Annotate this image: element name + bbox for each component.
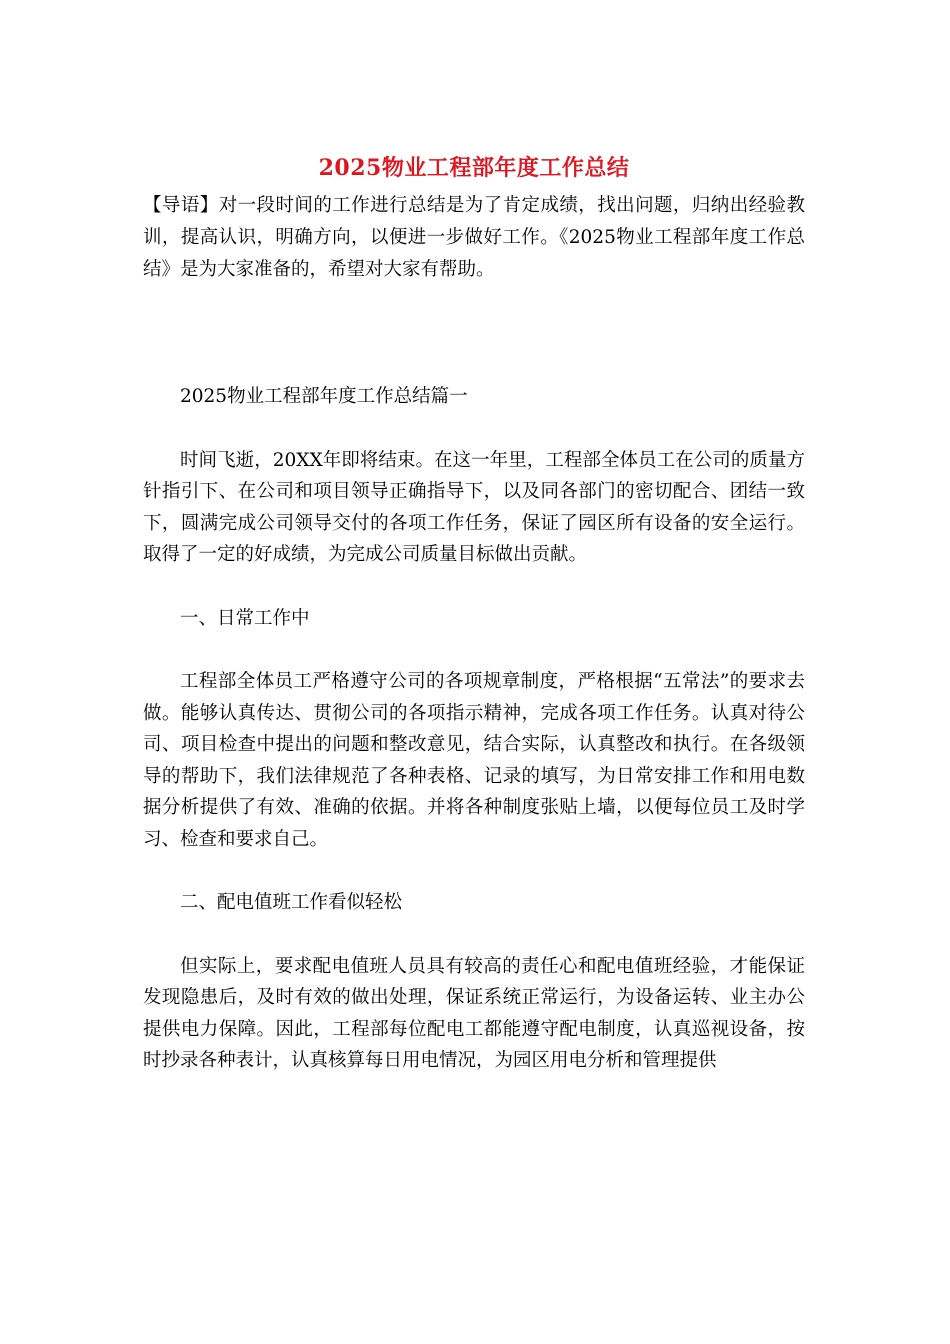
heading-2: 二、配电值班工作看似轻松	[180, 892, 403, 913]
paragraph-1: 时间飞逝，20XX年即将结束。在这一年里，工程部全体员工在公司的质量方针指引下、在公司和项目领导正确指导下，以及同各部门的密切配合、团结一致下，圆满完成公司领导交付的各项工作任务，保证了园区所有设备的安全运行。取得了一定的好成绩，为完成公司质量目标做出贡献。	[143, 449, 805, 565]
paragraph-2: 工程部全体员工严格遵守公司的各项规章制度，严格根据“五常法”的要求去做。能够认真传达、贯彻公司的各项指示精神，完成各项工作任务。认真对待公司、项目检查中提出的问题和整改意见，结合实际，认真整改和执行。在各级领导的帮助下，我们法律规范了各种表格、记录的填写，为日常安排工作和用电数据分析提供了有效、准确的依据。并将各种制度张贴上墙，以便每位员工及时学习、检查和要求自己。	[143, 671, 805, 850]
section-title: 2025物业工程部年度工作总结篇一	[180, 386, 468, 407]
heading-1: 一、日常工作中	[180, 607, 310, 629]
document-page	[143, 150, 805, 1077]
blank-space	[143, 286, 805, 381]
paragraph-3: 但实际上，要求配电值班人员具有较高的责任心和配电值班经验，才能保证发现隐患后，及时有效的做出处理，保证系统正常运行，为设备运转、业主办公提供电力保障。因此，工程部每位配电工都能遵守配电制度，认真巡视设备，按时抄录各种表计，认真核算每日用电情况，为园区用电分析和管理提供	[143, 955, 805, 1071]
intro-paragraph: 【导语】对一段时间的工作进行总结是为了肯定成绩，找出问题，归纳出经验教训，提高认识，明确方向，以便进一步做好工作。《2025物业工程部年度工作总结》是为大家准备的，希望对大家有帮助。	[143, 195, 805, 280]
document-title: 2025物业工程部年度工作总结	[318, 155, 630, 181]
